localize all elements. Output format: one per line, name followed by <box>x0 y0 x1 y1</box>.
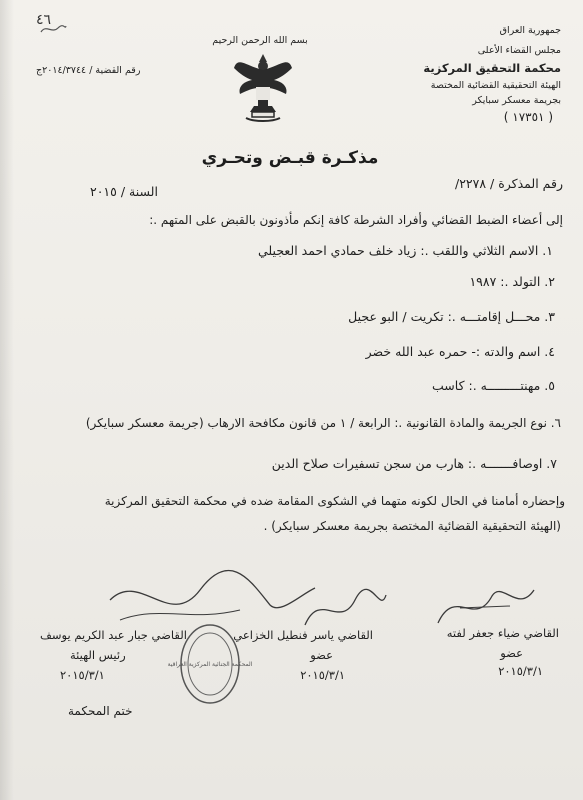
basmala: بسم الله الرحمن الرحيم <box>212 35 308 46</box>
signature-member-1 <box>430 578 540 633</box>
iraq-eagle-emblem-icon <box>232 48 294 122</box>
item-crime: ٦. نوع الجريمة والمادة القانونية .: الرابعة / ١ من قانون مكافحة الارهاب (جريمة معسكر سبايكر) <box>85 416 561 430</box>
corner-handwritten-mark: ٤٦ <box>36 12 52 28</box>
item-description: ٧. اوصافـــــــه .: هارب من سجن تسفيرات صلاح الدين <box>271 456 557 471</box>
item-occupation: ٥. مهنتـــــــــه .: كاسب <box>432 378 555 393</box>
judge-1-name: القاضي ضياء جعفر لفته <box>446 626 559 640</box>
memo-year: السنة / ٢٠١٥ <box>90 184 158 199</box>
judge-1-date: ٢٠١٥/٣/١ <box>498 664 543 678</box>
header-court: محكمة التحقيق المركزية <box>423 61 561 75</box>
judge-3-date: ٢٠١٥/٣/١ <box>60 668 105 682</box>
memo-number: رقم المذكرة / ٢٢٧٨/ <box>454 176 563 191</box>
memo-title: مذكـرة قبـض وتحـري <box>201 148 379 168</box>
item-mother-name: ٤. اسم والدته :- حمره عبد الله خضر <box>365 344 555 359</box>
court-stamp-icon <box>167 622 253 706</box>
header-crime: بجريمة معسكر سبايكر <box>472 95 561 106</box>
judge-3-role: رئيس الهيئة <box>70 648 126 662</box>
case-number: رقم القضية / ٢٠١٤/٣٧٤٤ج <box>36 65 141 76</box>
court-seal-label: ختم المحكمة <box>68 704 133 718</box>
item-birth: ٢. التولد .: ١٩٨٧ <box>469 274 555 289</box>
judge-3-name: القاضي جبار عبد الكريم يوسف <box>40 628 187 642</box>
item-name: ١. الاسم الثلاثي واللقب .: زياد خلف حمادي احمد العجيلي <box>258 243 553 258</box>
svg-text:المحكمة الجنائية المركزية العر: المحكمة الجنائية المركزية العراقية <box>167 661 253 668</box>
judge-2-name: القاضي ياسر فنطيل الخزاعي <box>233 628 373 642</box>
header-committee: الهيئة التحقيقية القضائية المختصة <box>430 80 561 91</box>
item-residence: ٣. محـــل إقامتـــه .: تكريت / البو عجيل <box>348 309 555 324</box>
header-council: مجلس القضاء الأعلى <box>477 45 561 56</box>
handwritten-mark-icon <box>38 10 68 38</box>
page-edge-shadow <box>0 0 14 800</box>
header-country: جمهورية العراق <box>499 25 561 36</box>
header-code: ( ١٧٣٥١ ) <box>503 110 553 124</box>
judge-2-role: عضو <box>310 648 333 662</box>
closing-line-1: وإحضاره أمامنا في الحال لكونه متهما في الشكوى المقامة ضده في محكمة التحقيق المركزية <box>104 494 565 508</box>
judge-2-date: ٢٠١٥/٣/١ <box>300 668 345 682</box>
judge-1-role: عضو <box>500 646 523 660</box>
closing-line-2: (الهيئة التحقيقية القضائية المختصة بجريمة معسكر سبايكر) . <box>263 519 561 533</box>
address-line: إلى أعضاء الضبط القضائي وأفراد الشرطة كافة إنكم مأذونون بالقبض على المتهم .: <box>149 213 563 227</box>
